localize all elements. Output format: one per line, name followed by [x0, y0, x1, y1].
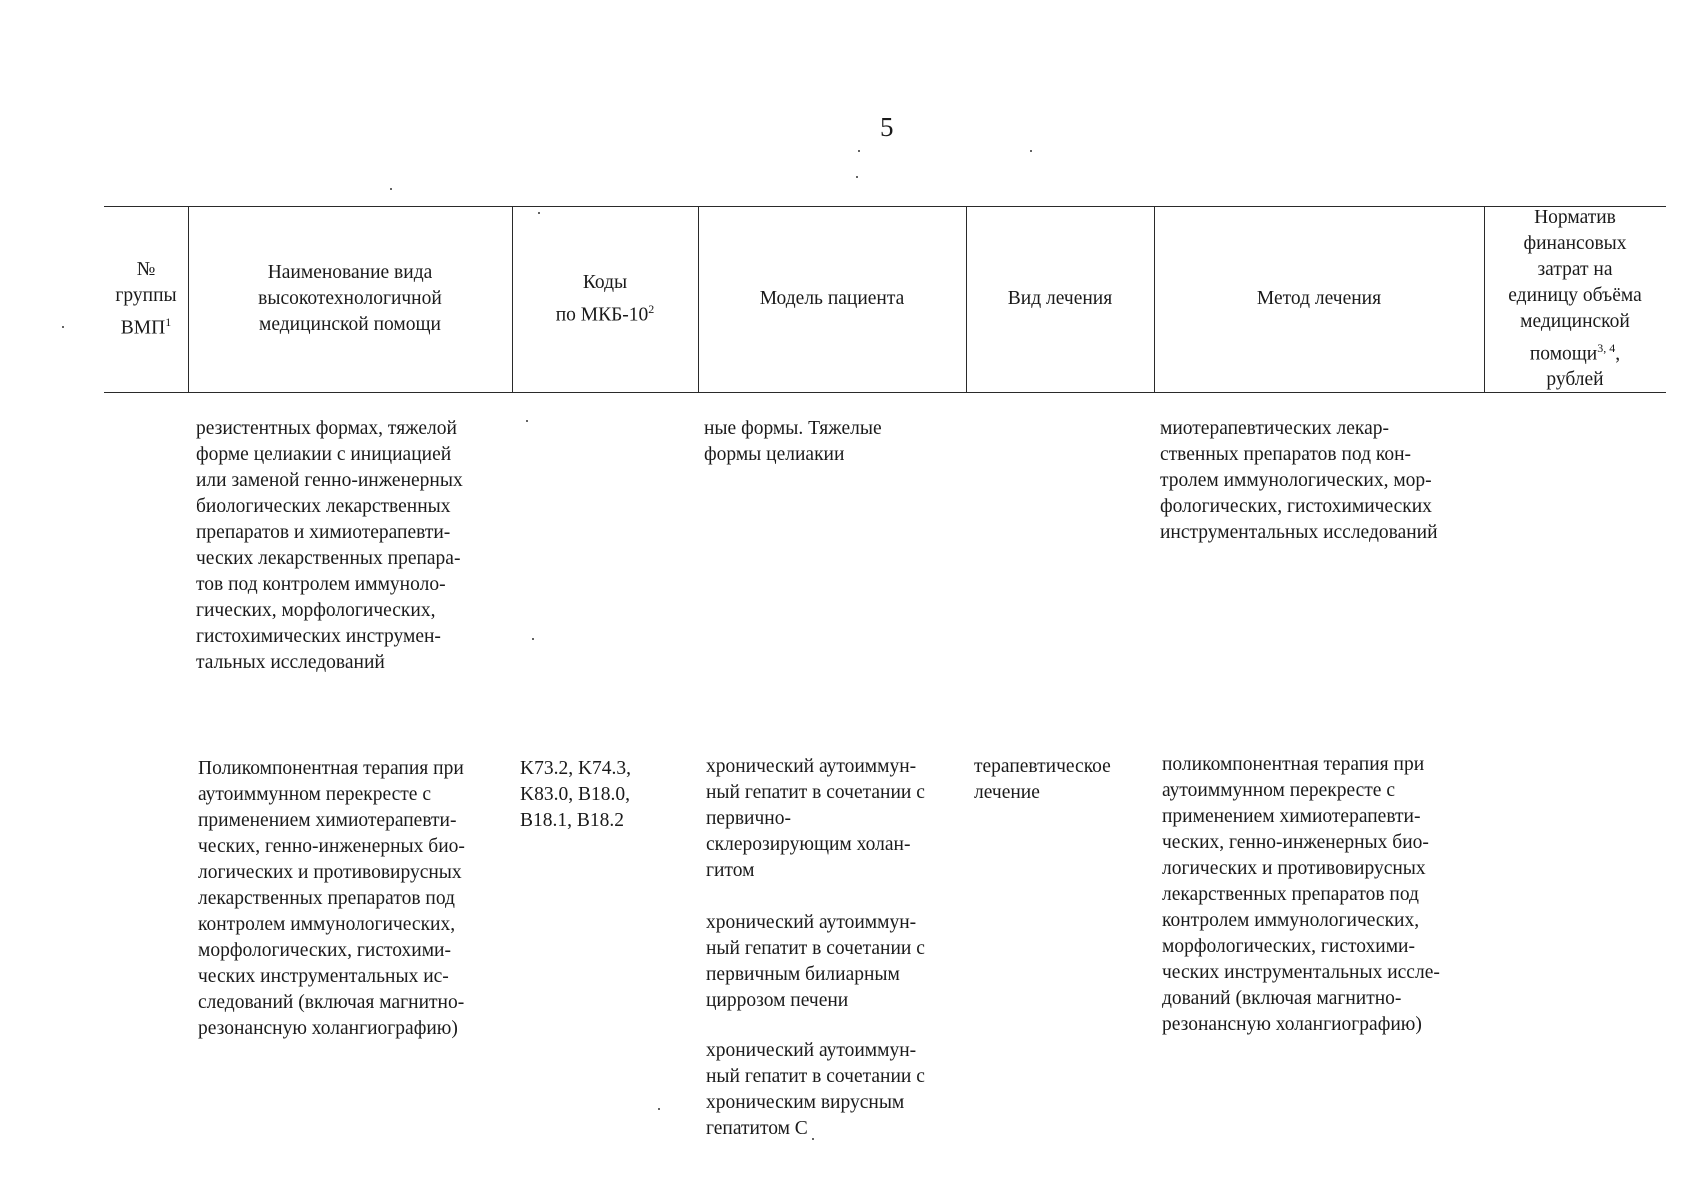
row2-name: Поликомпонентная терапия при аутоиммунном перекресте с применением химиотерапевти- ческих, генно-инженерных био- логических и противовирусных лекарственных препаратов под контролем иммунологических, морфологических, гистохими- ческих инструментальных ис- следований (включая магнитно- резонансную холангиографию) [198, 758, 465, 1039]
scan-speck [390, 188, 392, 190]
row2-patient-model-1: хронический аутоиммун- ный гепатит в сочетании с первично- склерозирующим холан- гитом [706, 756, 925, 881]
row2-patient-model-2: хронический аутоиммун- ный гепатит в сочетании с первичным билиарным циррозом печени [706, 912, 925, 1011]
row1-treatment-method: миотерапевтических лекар- ственных препаратов под кон- тролем иммунологических, мор- фологических, гистохимических инструментальных исследований [1160, 418, 1438, 543]
scan-speck [1030, 150, 1032, 152]
header-patient-model: Модель пациента [759, 288, 905, 309]
scan-speck [62, 326, 64, 328]
row1-name: резистентных формах, тяжелой форме целиакии с инициацией или заменой генно-инженерных биологических лекарственных препаратов и химиотерапевти- ческих лекарственных препара- тов под контролем иммуноло- гических, морфологических, гистохимических инструмен- тальных исследований [196, 418, 463, 673]
scan-speck [858, 150, 860, 152]
table-header-rule [104, 392, 1666, 393]
scan-speck [812, 1138, 814, 1140]
header-treatment-method: Метод лечения [1256, 288, 1382, 309]
scan-speck [532, 638, 534, 640]
header-name: Наименование вида высокотехнологичной медицинской помощи [258, 262, 442, 335]
row2-treatment-type: терапевтическое лечение [974, 756, 1111, 803]
scan-speck [856, 176, 858, 178]
header-codes: Коды по МКБ-$10^2$ [555, 271, 655, 326]
header-treatment-type: Вид лечения [1007, 288, 1113, 309]
scan-speck [526, 420, 528, 422]
page-number: 5 [880, 112, 894, 142]
scan-speck [658, 1108, 660, 1110]
row2-patient-model-3: хронический аутоиммун- ный гепатит в сочетании с хроническим вирусным гепатитом C [706, 1040, 925, 1139]
header-norm-cost: Норматив финансовых затрат на единицу объёма медицинской помощи$^{3, 4}$, рублей [1508, 206, 1642, 391]
row1-patient-model: ные формы. Тяжелые формы целиакии [704, 418, 882, 465]
row2-codes: K73.2, K74.3, K83.0, B18.0, B18.1, B18.2 [520, 758, 632, 831]
scan-speck [538, 212, 540, 214]
row2-treatment-method: поликомпонентная терапия при аутоиммунном перекресте с применением химиотерапевти- ческих, генно-инженерных био- логических и противовирусных лекарственных препаратов под контролем иммунологических, морфологических, гистохими- ческих инструментальных иссле- дований (включая магнитно- резонансную холангиографию) [1162, 754, 1440, 1035]
header-group-no: № группы ВМП$^1$ [115, 258, 177, 339]
